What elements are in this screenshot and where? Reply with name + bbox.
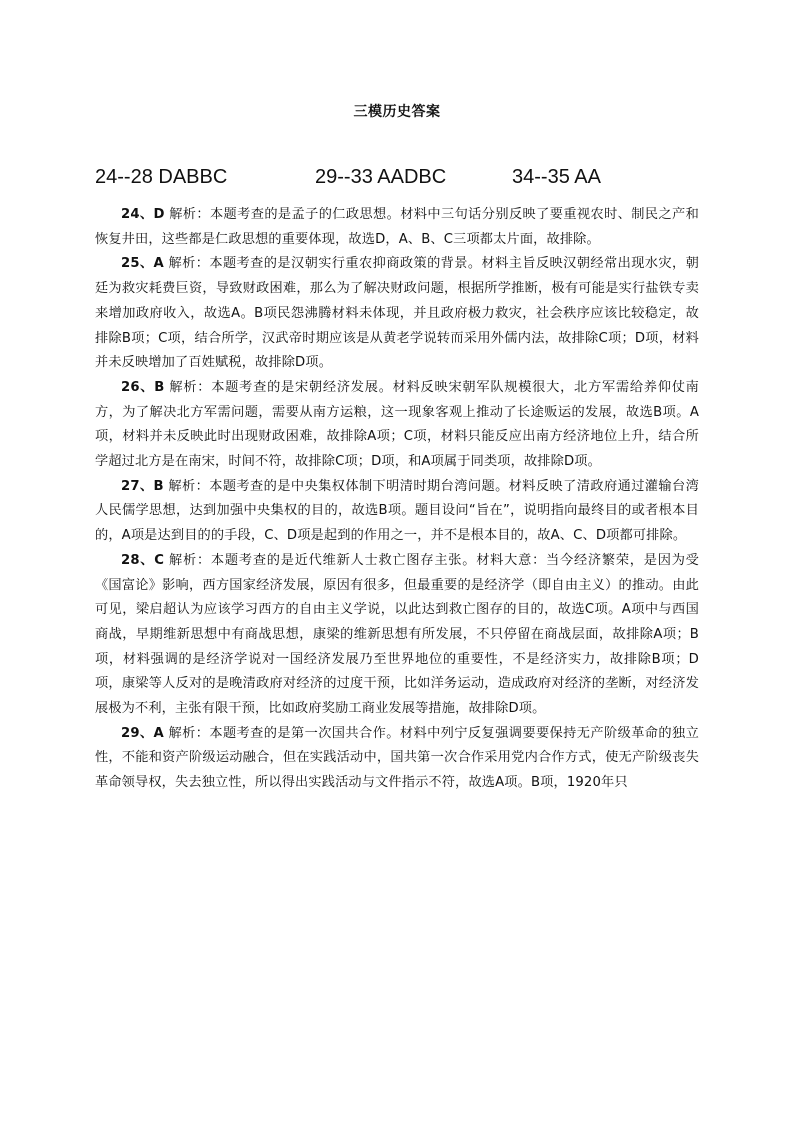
question-label: 24、D xyxy=(121,207,165,222)
question-label: 26、B xyxy=(121,379,165,395)
explanation-text: 解析：本题考查的是第一次国共合作。材料中列宁反复强调要要保持无产阶级革命的独立性，不能和资产阶级运动融合，但在实践活动中，国共第一次合作采用党内合作方式，使无产阶级丧失革命领导权，失去独立性，所以得出实践活动与文件指示不符，故选A项。B项，1920年只 xyxy=(95,725,699,791)
explanation-text: 解析：本题考查的是中央集权体制下明清时期台湾问题。材料反映了清政府通过灌输台湾人民儒学思想，达到加强中央集权的目的，故选B项。题目设问“旨在”，说明指向最终目的或者根本目的，A项是达到目的的手段，C、D项是起到的作用之一，并不是根本目的，故A、C、D项都可排除。 xyxy=(95,478,699,544)
question-label: 27、B xyxy=(121,478,164,494)
question-label: 29、A xyxy=(121,725,164,741)
answer-group-29-33: 29--33 AADBC xyxy=(315,166,447,188)
explanation-text: 解析：本题考查的是近代维新人士救亡图存主张。材料大意：当今经济繁荣，是因为受《国富论》影响，西方国家经济发展，原因有很多，但最重要的是经济学（即自由主义）的推动。由此可见，梁启超认为应该学习西方的自由主义学说，以此达到救亡图存的目的，故选C项。A项中与西国商战，早期维新思想中有商战思想，康梁的维新思想有所发展，不只停留在商战层面，故排除A项；B项，材料强调的是经济学说对一国经济发展乃至世界地位的重要性，不是经济实力，故排除B项；D项，康梁等人反对的是晚清政府对经济的过度干预，比如洋务运动，造成政府对经济的垄断，对经济发展极为不利，主张有限干预，比如政府奖励工商业发展等措施，故排除D项。 xyxy=(95,552,699,717)
explanation-26 xyxy=(95,376,699,475)
question-label: 28、C xyxy=(121,552,165,568)
explanation-24 xyxy=(95,203,699,252)
explanations xyxy=(95,203,699,796)
explanation-28 xyxy=(95,549,699,722)
question-label: 25、A xyxy=(121,256,164,272)
explanation-25 xyxy=(95,252,699,376)
answer-group-24-28: 24--28 DABBC xyxy=(95,166,228,188)
explanation-text: 解析：本题考查的是宋朝经济发展。材料反映宋朝军队规模很大，北方军需给养仰仗南方，为了解决北方军需问题，需要从南方运粮，这一现象客观上推动了长途贩运的发展，故选B项。A项，材料并未反映此时出现财政困难，故排除A项；C项，材料只能反应出南方经济地位上升，结合所学超过北方是在南宋，时间不符，故排除C项；D项，和A项属于同类项，故排除D项。 xyxy=(95,379,699,470)
answer-key-row xyxy=(95,166,699,194)
page-title: 三模历史答案 xyxy=(353,104,441,120)
explanation-27 xyxy=(95,475,699,549)
explanation-text: 解析：本题考查的是汉朝实行重农抑商政策的背景。材料主旨反映汉朝经常出现水灾，朝廷为救灾耗费巨资，导致财政困难，那么为了解决财政问题，根据所学推断，极有可能是实行盐铁专卖来增加政府收入，故选A。B项民怨沸腾材料未体现，并且政府极力救灾，社会秩序应该比较稳定，故排除B项；C项，结合所学，汉武帝时期应该是从黄老学说转而采用外儒内法，故排除C项；D项，材料并未反映增加了百姓赋税，故排除D项。 xyxy=(95,256,699,371)
answer-group-34-35: 34--35 AA xyxy=(512,166,601,188)
explanation-29 xyxy=(95,722,699,796)
explanation-text: 解析：本题考查的是孟子的仁政思想。材料中三句话分别反映了要重视农时、制民之产和恢复井田，这些都是仁政思想的重要体现，故选D，A、B、C三项都太片面，故排除。 xyxy=(95,207,699,247)
